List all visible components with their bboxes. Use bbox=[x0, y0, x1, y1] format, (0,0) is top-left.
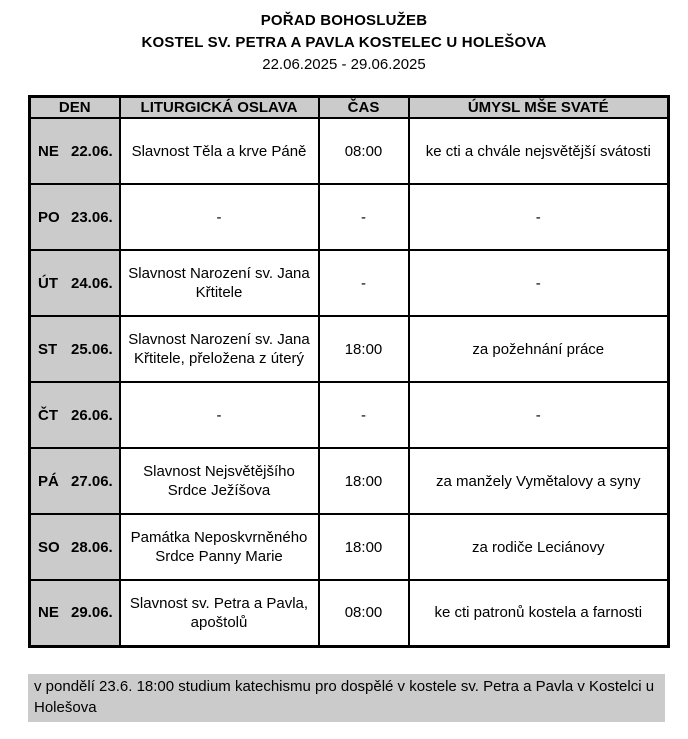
day-date: 23.06. bbox=[71, 208, 113, 226]
celebration-cell: Slavnost Nejsvětějšího Srdce Ježíšova bbox=[120, 448, 319, 514]
intention-cell: - bbox=[409, 382, 669, 448]
col-header-cas: ČAS bbox=[319, 97, 409, 119]
day-date: 22.06. bbox=[71, 142, 113, 160]
intention-cell: - bbox=[409, 250, 669, 316]
day-cell bbox=[30, 184, 120, 250]
day-cell bbox=[30, 118, 120, 184]
table-row bbox=[30, 184, 669, 250]
intention-cell: ke cti a chvále nejsvětější svátosti bbox=[409, 118, 669, 184]
day-abbrev: ÚT bbox=[38, 274, 58, 292]
table-row bbox=[30, 514, 669, 580]
table-row bbox=[30, 580, 669, 646]
intention-cell: - bbox=[409, 184, 669, 250]
table-row bbox=[30, 448, 669, 514]
table-row bbox=[30, 316, 669, 382]
table-row bbox=[30, 250, 669, 316]
intention-cell: za rodiče Leciánovy bbox=[409, 514, 669, 580]
day-date: 28.06. bbox=[71, 538, 113, 556]
day-cell bbox=[30, 514, 120, 580]
day-abbrev: NE bbox=[38, 142, 59, 160]
time-cell: 18:00 bbox=[319, 316, 409, 382]
document-header bbox=[0, 10, 688, 76]
footer-note: v pondělí 23.6. 18:00 studium katechismu pro dospělé v kostele sv. Petra a Pavla v Kostelci u Holešova bbox=[28, 674, 665, 722]
day-abbrev: PÁ bbox=[38, 472, 59, 490]
day-abbrev: PO bbox=[38, 208, 60, 226]
celebration-cell: Slavnost Narození sv. Jana Křtitele, přeložena z úterý bbox=[120, 316, 319, 382]
celebration-cell: Slavnost Narození sv. Jana Křtitele bbox=[120, 250, 319, 316]
celebration-cell: Slavnost sv. Petra a Pavla, apoštolů bbox=[120, 580, 319, 646]
day-abbrev: NE bbox=[38, 604, 59, 622]
time-cell: - bbox=[319, 250, 409, 316]
day-cell bbox=[30, 382, 120, 448]
col-header-liturgicka-oslava: LITURGICKÁ OSLAVA bbox=[120, 97, 319, 119]
day-cell bbox=[30, 448, 120, 514]
table-row bbox=[30, 118, 669, 184]
day-date: 29.06. bbox=[71, 604, 113, 622]
celebration-cell: Památka Neposkvrněného Srdce Panny Marie bbox=[120, 514, 319, 580]
day-date: 24.06. bbox=[71, 274, 113, 292]
day-date: 27.06. bbox=[71, 472, 113, 490]
day-date: 26.06. bbox=[71, 406, 113, 424]
document-title: POŘAD BOHOSLUŽEB bbox=[260, 12, 428, 29]
day-cell bbox=[30, 250, 120, 316]
time-cell: - bbox=[319, 184, 409, 250]
day-abbrev: ST bbox=[38, 340, 58, 358]
time-cell: 08:00 bbox=[319, 118, 409, 184]
day-cell bbox=[30, 316, 120, 382]
col-header-den: DEN bbox=[30, 97, 120, 119]
schedule-table bbox=[28, 95, 670, 648]
time-cell: 18:00 bbox=[319, 448, 409, 514]
time-cell: 08:00 bbox=[319, 580, 409, 646]
intention-cell: ke cti patronů kostela a farnosti bbox=[409, 580, 669, 646]
intention-cell: za požehnání práce bbox=[409, 316, 669, 382]
date-range: 22.06.2025 - 29.06.2025 bbox=[262, 56, 426, 73]
celebration-cell: - bbox=[120, 184, 319, 250]
celebration-cell: Slavnost Těla a krve Páně bbox=[120, 118, 319, 184]
time-cell: 18:00 bbox=[319, 514, 409, 580]
day-cell bbox=[30, 580, 120, 646]
intention-cell: za manžely Vymětalovy a syny bbox=[409, 448, 669, 514]
day-abbrev: ČT bbox=[38, 406, 58, 424]
table-header-row bbox=[30, 97, 669, 119]
day-date: 25.06. bbox=[71, 340, 113, 358]
time-cell: - bbox=[319, 382, 409, 448]
day-abbrev: SO bbox=[38, 538, 60, 556]
document-subtitle: KOSTEL SV. PETRA A PAVLA KOSTELEC U HOLEŠOVA bbox=[141, 34, 547, 51]
col-header-umysl-mse-svate: ÚMYSL MŠE SVATÉ bbox=[409, 97, 669, 119]
table-row bbox=[30, 382, 669, 448]
celebration-cell: - bbox=[120, 382, 319, 448]
